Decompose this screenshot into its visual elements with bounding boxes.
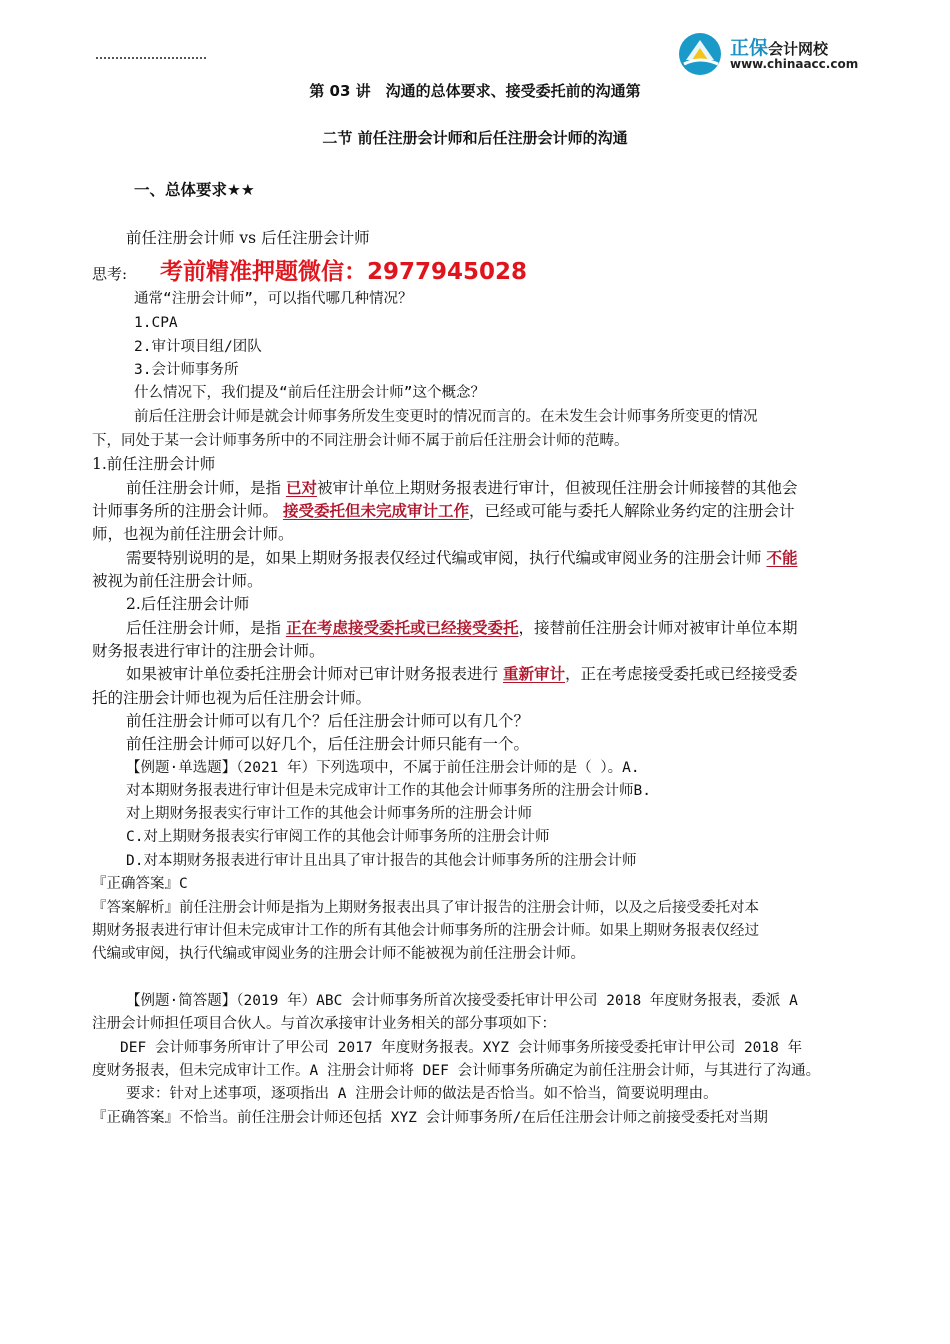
answer-3: 前任注册会计师可以好几个，后任注册会计师只能有一个。 <box>126 735 530 753</box>
compare-line: 前任注册会计师 vs 后任注册会计师 <box>126 229 370 247</box>
brand-url: www.chinaacc.com <box>730 57 859 71</box>
brand-logo <box>678 30 859 76</box>
pre-line-2 <box>92 500 854 522</box>
example1-option-d: D.对本期财务报表进行审计且出具了审计报告的其他会计师事务所的注册会计师 <box>126 853 637 869</box>
post-line-4: 托的注册会计师也视为后任注册会计师。 <box>92 689 372 707</box>
example1-option-c: C.对上期财务报表实行审阅工作的其他会计师事务所的注册会计师 <box>126 829 550 845</box>
brand-name-sub: 会计网校 <box>768 40 829 58</box>
example1-answer: 『正确答案』C <box>92 876 188 892</box>
heading-predecessor: 1.前任注册会计师 <box>92 455 216 473</box>
example2-answer: 『正确答案』不恰当。前任注册会计师还包括 XYZ 会计师事务所/在后任注册会计师之前接受委托对当期 <box>92 1110 768 1126</box>
pre-line-4 <box>126 547 854 569</box>
question-3: 前任注册会计师可以有几个？后任注册会计师可以有几个？ <box>126 712 530 730</box>
post-line-1-text-b: ，接替前任注册会计师对被审计单位本期 <box>518 619 798 637</box>
post-line-3 <box>126 663 854 685</box>
post-line-1 <box>126 617 854 639</box>
example2-requirement: 要求：针对上述事项，逐项指出 A 注册会计师的做法是否恰当。如不恰当，简要说明理由。 <box>126 1086 718 1102</box>
list-item-3: 3.会计师事务所 <box>134 362 239 378</box>
question-1: 通常“注册会计师”，可以指代哪几种情况？ <box>134 291 413 307</box>
think-label: 思考: <box>92 265 128 283</box>
brand-name-main: 正保 <box>730 37 769 59</box>
page-title-line1: 第 03 讲 沟通的总体要求、接受委托前的沟通第 <box>309 82 641 100</box>
pre-line-2-highlight: 接受委托但未完成审计工作 <box>282 501 469 520</box>
post-line-3-text-a: 如果被审计单位委托注册会计师对已审计财务报表进行 <box>126 665 499 683</box>
promo-banner: 考前精准押题微信：2977945028 <box>160 259 528 285</box>
header-artifact <box>96 57 206 65</box>
example1-question: 【例题·单选题】（2021 年）下列选项中，不属于前任注册会计师的是（ ）。A. <box>126 760 640 776</box>
example2-question-1: 【例题·简答题】（2019 年）ABC 会计师事务所首次接受委托审计甲公司 2018 年度财务报表，委派 A <box>126 993 798 1009</box>
pre-line-2-text-a: 计师事务所的注册会计师。 <box>92 502 279 520</box>
pre-line-3: 师，也视为前任注册会计师。 <box>92 525 294 543</box>
example1-option-b: 对上期财务报表实行审计工作的其他会计师事务所的注册会计师 <box>126 806 532 822</box>
post-line-1-highlight: 正在考虑接受委托或已经接受委托 <box>285 618 519 637</box>
pre-line-4-highlight: 不能 <box>766 548 798 567</box>
question-2: 什么情况下，我们提及“前后任注册会计师”这个概念？ <box>134 385 485 401</box>
example2-case-1: DEF 会计师事务所审计了甲公司 2017 年度财务报表。XYZ 会计师事务所接受委托审计甲公司 2018 年 <box>120 1040 803 1056</box>
pre-line-2-text-b: ，已经或可能与委托人解除业务约定的注册会计 <box>468 502 795 520</box>
list-item-1: 1.CPA <box>134 315 178 331</box>
list-item-2: 2.审计项目组/团队 <box>134 339 262 355</box>
heading-successor: 2.后任注册会计师 <box>126 595 250 613</box>
para-1a: 前后任注册会计师是就会计师事务所发生变更时的情况而言的。在未发生会计师事务所变更的情况 <box>134 409 758 425</box>
post-line-2: 财务报表进行审计的注册会计师。 <box>92 642 325 660</box>
pre-line-1-highlight: 已对 <box>285 478 317 497</box>
example1-explanation-3: 代编或审阅，执行代编或审阅业务的注册会计师不能被视为前任注册会计师。 <box>92 946 585 962</box>
post-line-3-highlight: 重新审计 <box>502 664 565 683</box>
post-line-3-text-b: ，正在考虑接受委托或已经接受委 <box>564 665 798 683</box>
pre-line-1-text-a: 前任注册会计师，是指 <box>126 479 282 497</box>
example1-explanation-2: 期财务报表进行审计但未完成审计工作的所有其他会计师事务所的注册会计师。如果上期财务报表仅经过 <box>92 923 759 939</box>
page-title-line2: 二节 前任注册会计师和后任注册会计师的沟通 <box>322 129 628 147</box>
para-1b: 下，同处于某一会计师事务所中的不同注册会计师不属于前后任注册会计师的范畴。 <box>92 433 629 449</box>
example2-case-2: 度财务报表，但未完成审计工作。A 注册会计师将 DEF 会计师事务所确定为前任注册会计师，与其进行了沟通。 <box>92 1063 821 1079</box>
post-line-1-text-a: 后任注册会计师，是指 <box>126 619 282 637</box>
pre-line-1 <box>126 477 854 499</box>
example2-question-2: 注册会计师担任项目合伙人。与首次承接审计业务相关的部分事项如下： <box>92 1016 556 1032</box>
pre-line-4-text-a: 需要特别说明的是，如果上期财务报表仅经过代编或审阅，执行代编或审阅业务的注册会计师 <box>126 549 762 567</box>
pre-line-1-text-b: 被审计单位上期财务报表进行审计，但被现任注册会计师接替的其他会 <box>316 479 798 497</box>
logo-icon <box>678 30 726 76</box>
section-heading: 一、总体要求★★ <box>134 181 255 199</box>
example1-explanation-1: 『答案解析』前任注册会计师是指为上期财务报表出具了审计报告的注册会计师，以及之后接受委托对本 <box>92 900 759 916</box>
example1-option-a: 对本期财务报表进行审计但是未完成审计工作的其他会计师事务所的注册会计师B. <box>126 783 651 799</box>
pre-line-5: 被视为前任注册会计师。 <box>92 572 263 590</box>
